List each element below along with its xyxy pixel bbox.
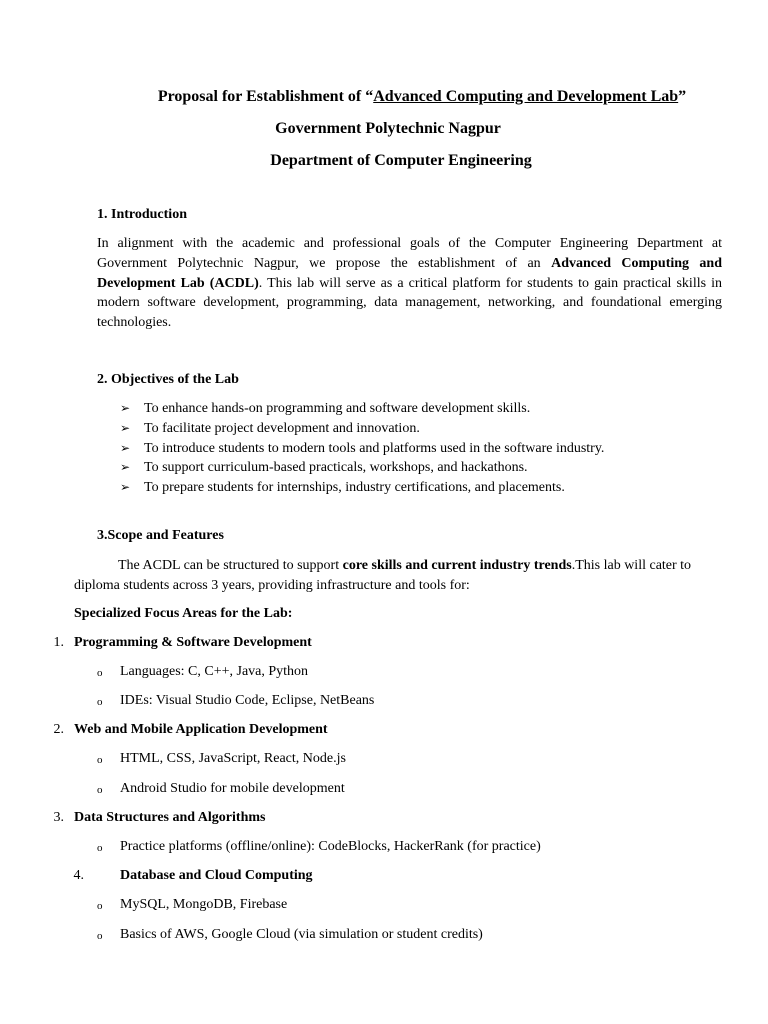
arrow-bullet-icon: ➢	[120, 460, 131, 475]
scope-paragraph	[74, 556, 734, 596]
circle-bullet-icon: o	[97, 667, 103, 679]
scope-heading: 3.Scope and Features	[97, 528, 224, 543]
arrow-bullet-icon: ➢	[120, 480, 131, 495]
title-suffix: ”	[678, 88, 687, 105]
objectives-heading: 2. Objectives of the Lab	[97, 372, 239, 387]
circle-bullet-icon: o	[97, 754, 103, 766]
scope-bold: core skills and current industry trends	[342, 558, 572, 573]
title-prefix: Proposal for Establishment of “	[157, 88, 374, 105]
area-title: Database and Cloud Computing	[120, 868, 313, 883]
focus-areas-heading: Specialized Focus Areas for the Lab:	[74, 606, 293, 621]
area-item: Basics of AWS, Google Cloud (via simulation or student credits)	[120, 927, 483, 942]
arrow-bullet-icon: ➢	[120, 440, 131, 455]
area-item: Practice platforms (offline/online): CodeBlocks, HackerRank (for practice)	[120, 839, 541, 854]
scope-text-1: The ACDL can be structured to support	[118, 558, 343, 573]
area-number: 1.	[53, 635, 64, 650]
department-name: Department of Computer Engineering	[270, 152, 532, 169]
intro-text-1: In alignment with the academic and professional goals of the Computer Engineering Department at Government Polytechnic Nagpur, we propose the establishment of an	[97, 236, 722, 271]
area-item: Android Studio for mobile development	[120, 781, 345, 796]
area-title: Data Structures and Algorithms	[74, 810, 266, 825]
circle-bullet-icon: o	[97, 784, 103, 796]
area-title: Programming & Software Development	[74, 635, 312, 650]
area-number: 2.	[53, 722, 64, 737]
list-item: ➢ To prepare students for internships, industry certifications, and placements.	[120, 478, 604, 498]
intro-text-2: . This lab will serve as a critical platform for students to gain practical skills in modern software development, programming, data management, networking, and foundational emerging technologies.	[97, 275, 723, 331]
scope-text-2: .This lab will cater to diploma students across 3 years, providing infrastructure and tools for:	[74, 558, 692, 593]
list-item: ➢ To facilitate project development and innovation.	[120, 419, 604, 439]
area-item: IDEs: Visual Studio Code, Eclipse, NetBeans	[120, 693, 375, 708]
circle-bullet-icon: o	[97, 900, 103, 912]
introduction-paragraph	[97, 234, 722, 333]
list-item: ➢ To support curriculum-based practicals, workshops, and hackathons.	[120, 458, 604, 478]
circle-bullet-icon: o	[97, 930, 103, 942]
area-number: 3.	[53, 810, 64, 825]
arrow-bullet-icon: ➢	[120, 420, 131, 435]
area-item: Languages: C, C++, Java, Python	[120, 664, 309, 679]
title-lab-name: Advanced Computing and Development Lab	[373, 88, 679, 105]
area-item: HTML, CSS, JavaScript, React, Node.js	[120, 751, 346, 766]
objectives-list	[120, 399, 604, 498]
circle-bullet-icon: o	[97, 696, 103, 708]
circle-bullet-icon: o	[97, 842, 103, 854]
area-number: 4.	[73, 868, 84, 883]
list-item: ➢ To introduce students to modern tools and platforms used in the software industry.	[120, 439, 604, 459]
institution-name: Government Polytechnic Nagpur	[275, 120, 501, 137]
document-title	[0, 88, 768, 106]
intro-bold: Advanced Computing and Development Lab (ACDL)	[97, 255, 722, 291]
introduction-heading: 1. Introduction	[97, 207, 187, 222]
arrow-bullet-icon: ➢	[120, 401, 131, 415]
area-title: Web and Mobile Application Development	[74, 722, 328, 737]
list-item: ➢ To enhance hands-on programming and software development skills.	[120, 399, 604, 419]
area-item: MySQL, MongoDB, Firebase	[120, 897, 288, 912]
